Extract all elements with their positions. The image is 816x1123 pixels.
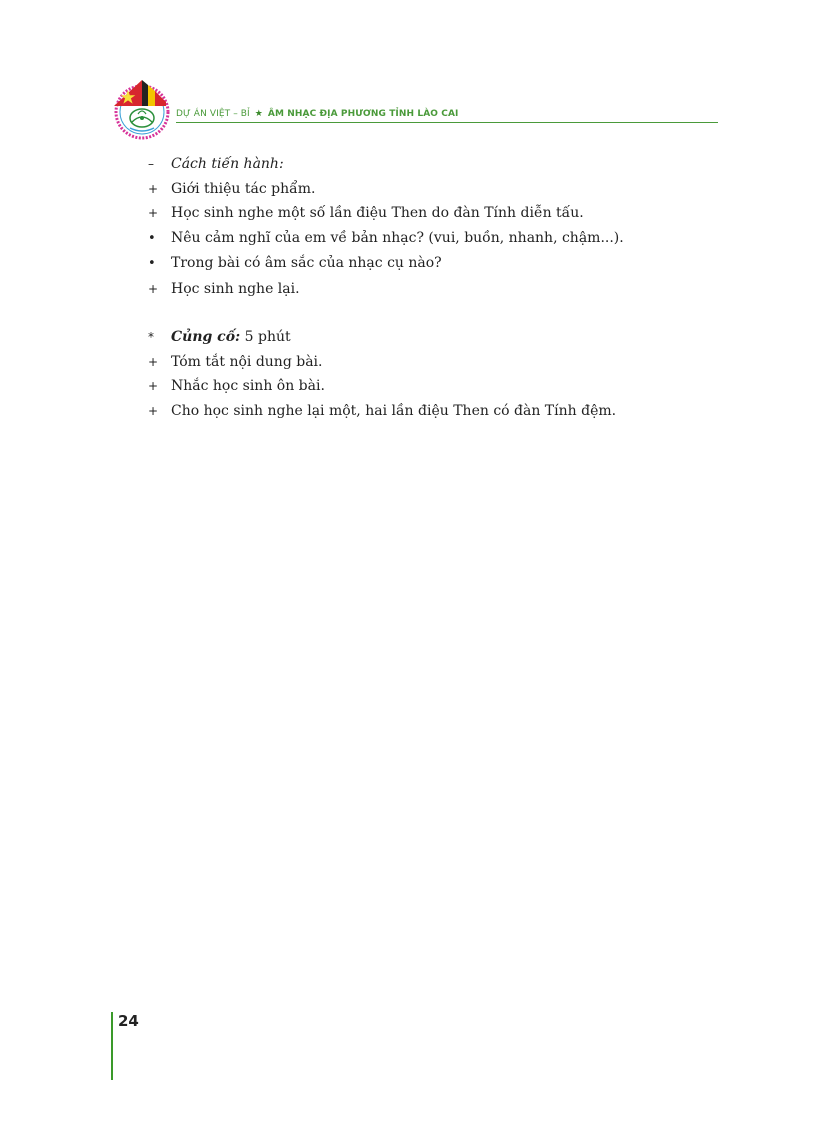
consolidation-heading: Củng cố:: [171, 329, 241, 345]
vietnam-belgium-project-logo-icon: [108, 78, 176, 140]
star-icon: ★: [254, 109, 263, 119]
page-number: 24: [118, 1012, 139, 1030]
plus-marker: +: [148, 281, 159, 296]
list-item-text: Học sinh nghe lại.: [171, 280, 300, 297]
list-item: [148, 374, 708, 399]
list-item: [148, 277, 708, 302]
list-item: [148, 177, 708, 202]
asterisk-marker: *: [148, 330, 154, 344]
list-item-text: Trong bài có âm sắc của nhạc cụ nào?: [171, 255, 442, 271]
list-item: [148, 399, 708, 424]
list-item-text: Học sinh nghe một số lần điệu Then do đàn Tính diễn tấu.: [171, 205, 584, 221]
dash-marker: –: [148, 157, 154, 171]
bullet-marker: •: [148, 230, 156, 246]
page-header: [108, 78, 718, 140]
list-item-text: Cho học sinh nghe lại một, hai lần điệu Then có đàn Tính đệm.: [171, 402, 617, 419]
plus-marker: +: [148, 379, 159, 393]
running-title: [176, 109, 458, 119]
header-divider: [176, 122, 718, 123]
plus-marker: +: [148, 403, 159, 418]
running-title-main: ÂM NHẠC ĐỊA PHƯƠNG TỈNH LÀO CAI: [267, 109, 459, 119]
running-title-prefix: DỰ ÁN VIỆT – BỈ: [176, 109, 250, 119]
plus-marker: +: [148, 181, 159, 196]
list-item: [148, 251, 708, 277]
procedure-heading-line: [148, 152, 708, 177]
list-item: [148, 201, 708, 226]
list-item-text: Giới thiệu tác phẩm.: [171, 180, 316, 197]
plus-marker: +: [148, 206, 159, 220]
bullet-marker: •: [148, 256, 156, 271]
page-content: [148, 152, 708, 423]
list-item: [148, 350, 708, 375]
consolidation-duration: 5 phút: [240, 329, 291, 345]
list-item-text: Nêu cảm nghĩ của em về bản nhạc? (vui, buồn, nhanh, chậm...).: [171, 229, 624, 246]
procedure-heading: Cách tiến hành:: [171, 156, 284, 172]
section-spacer: [148, 301, 708, 325]
page-number-rule: [111, 1012, 113, 1080]
list-item-text: Nhắc học sinh ôn bài.: [171, 378, 325, 394]
plus-marker: +: [148, 354, 159, 369]
list-item-text: Tóm tắt nội dung bài.: [171, 353, 323, 370]
list-item: [148, 226, 708, 252]
consolidation-heading-line: [148, 325, 708, 350]
